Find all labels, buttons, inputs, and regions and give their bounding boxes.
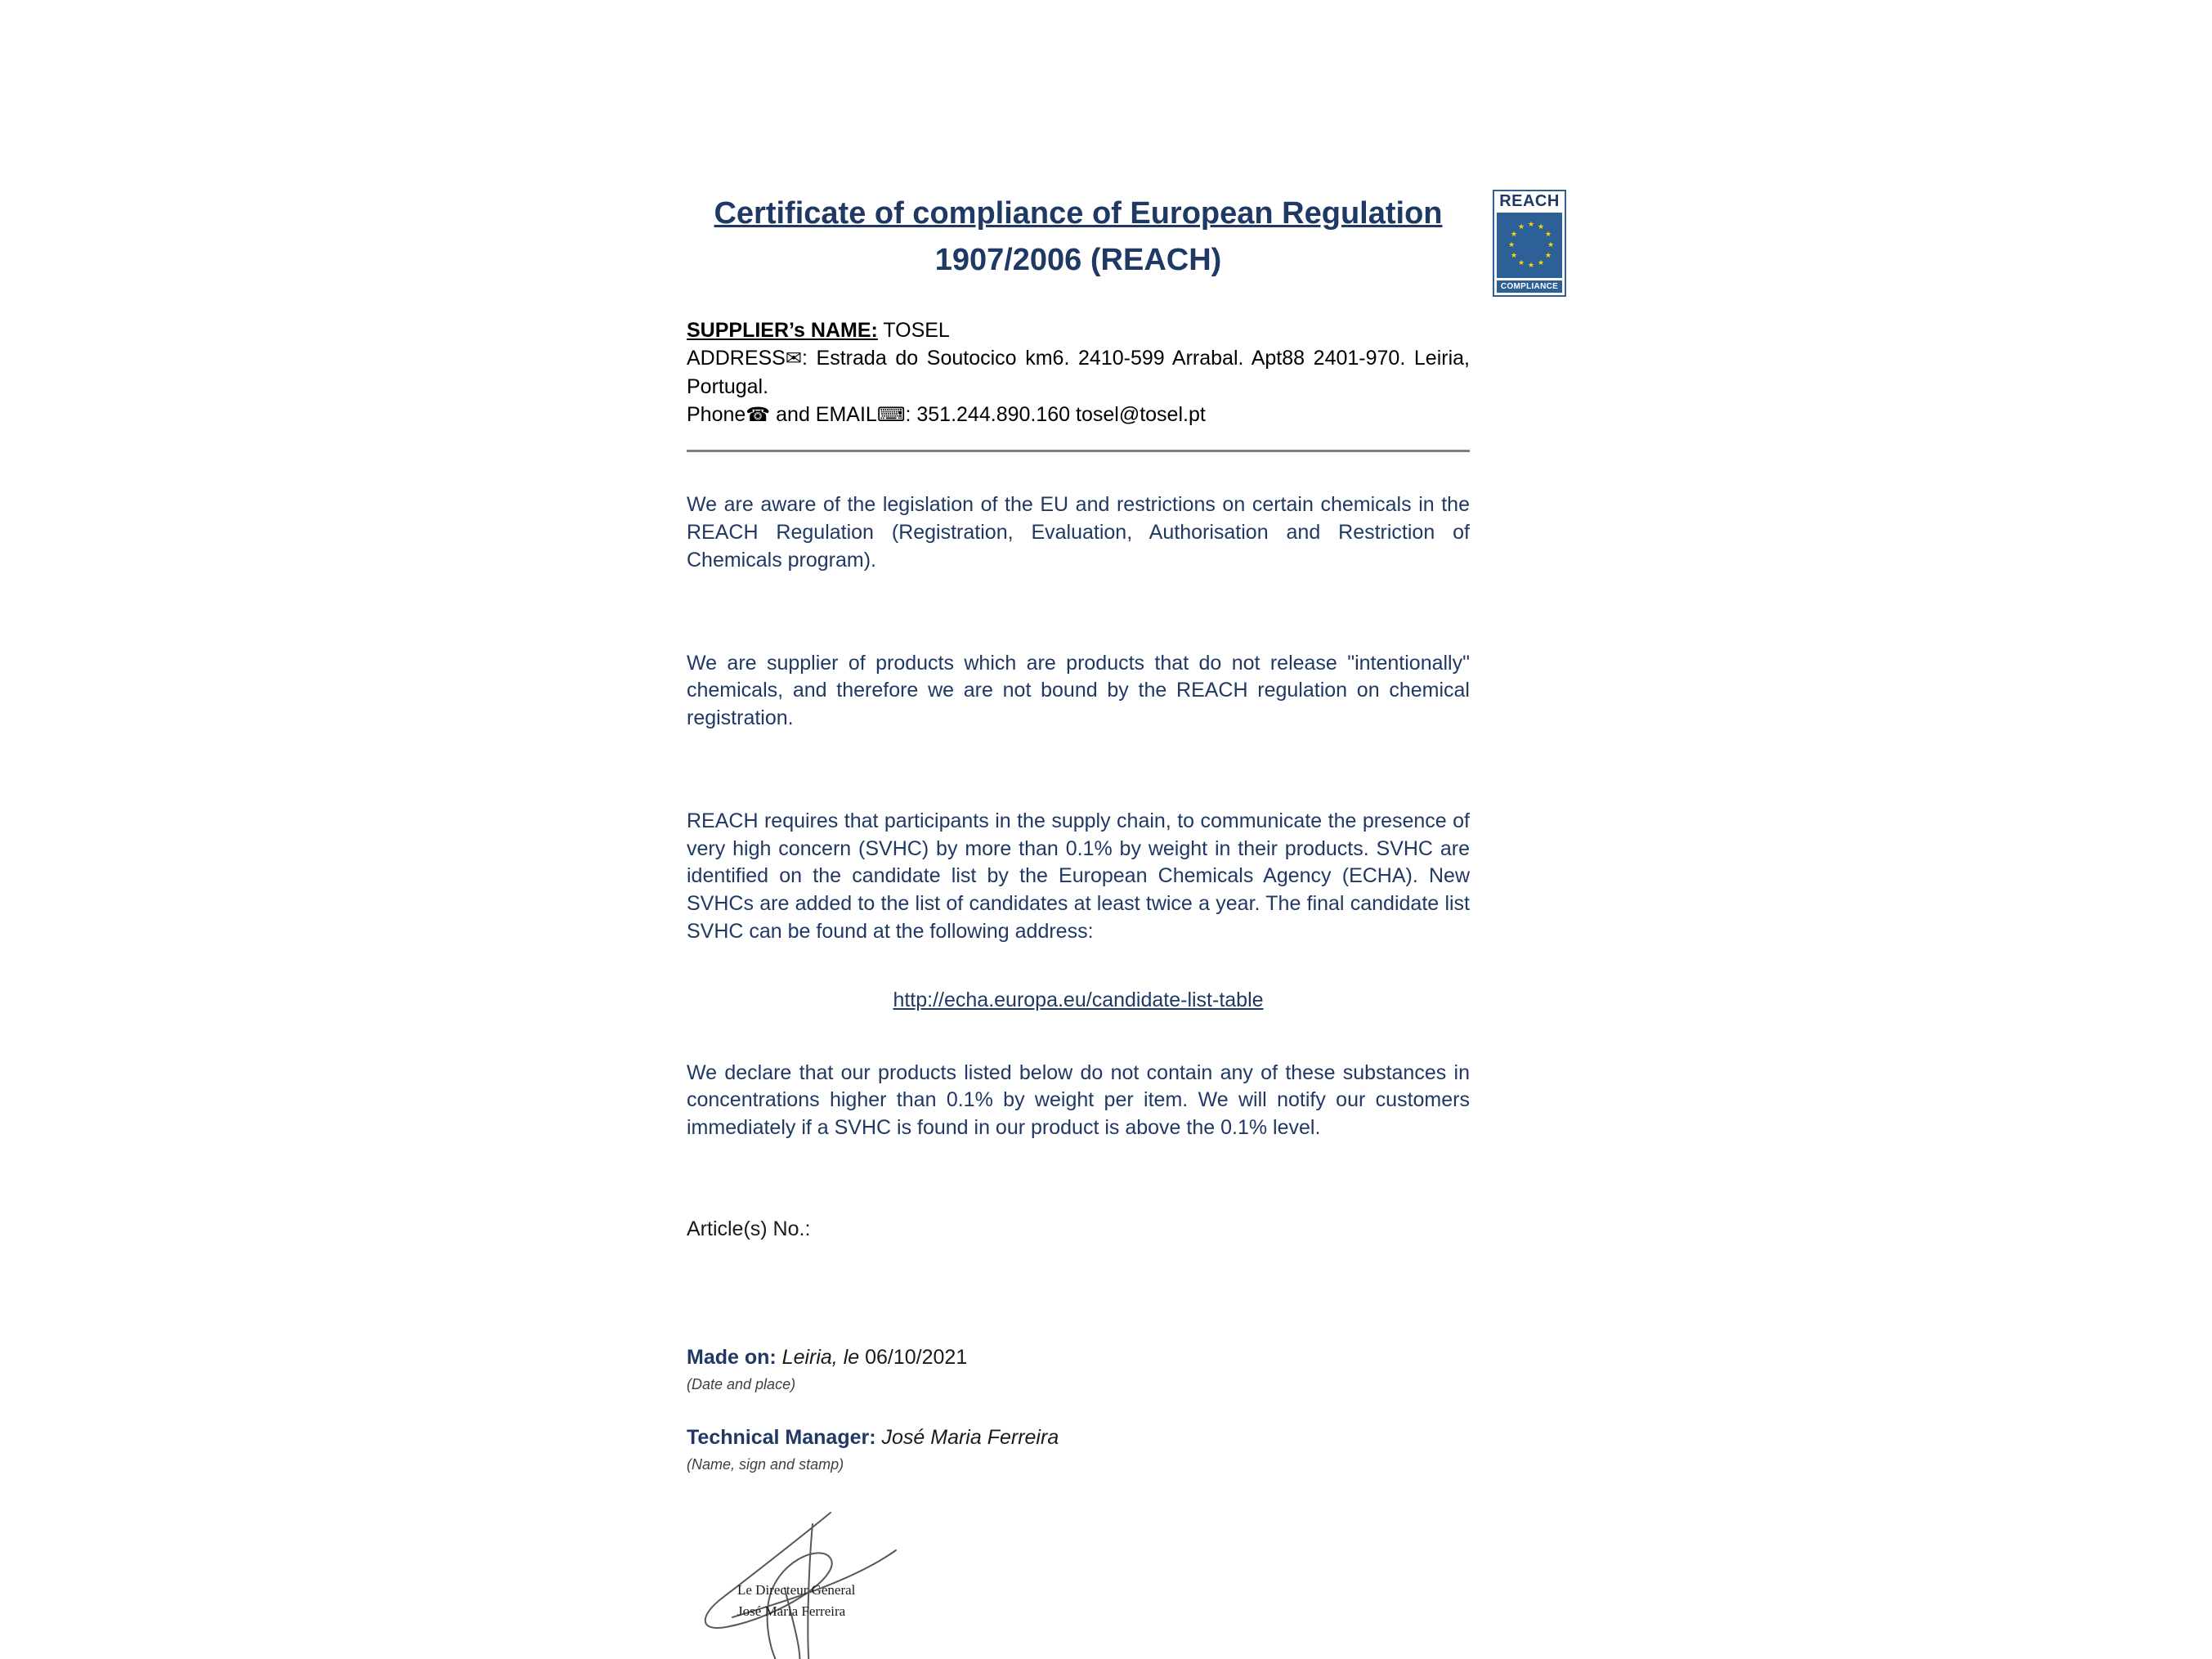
- candidate-list-link[interactable]: http://echa.europa.eu/candidate-list-table: [893, 988, 1264, 1011]
- svg-text:★: ★: [1510, 252, 1518, 260]
- reach-logo-compliance-label: COMPLIANCE: [1497, 280, 1562, 293]
- technical-manager-label: Technical Manager:: [687, 1425, 876, 1449]
- svg-text:★: ★: [1510, 231, 1518, 239]
- supplier-name-value: TOSEL: [877, 319, 950, 342]
- svg-text:★: ★: [1527, 262, 1535, 270]
- address-value: : Estrada do Soutocico km6. 2410-599 Arrabal. Apt88 2401-970. Leiria, Portugal.: [687, 347, 1470, 398]
- title-line-1: Certificate of compliance of European Regulation: [714, 196, 1443, 231]
- reach-compliance-logo: [1493, 190, 1566, 297]
- address-label: ADDRESS: [687, 347, 786, 370]
- paragraph-awareness: We are aware of the legislation of the EU and restrictions on certain chemicals in the REACH Regulation (Registration, Evaluation, Authorisation and Restriction of Chemicals program).: [687, 493, 1470, 572]
- svg-text:★: ★: [1537, 223, 1545, 231]
- eu-stars-icon: [1497, 213, 1565, 278]
- candidate-list-link-row: [687, 989, 1470, 1012]
- svg-text:★: ★: [1527, 221, 1535, 229]
- supplier-address-line: [687, 344, 1470, 401]
- supplier-name-label: SUPPLIER’s NAME:: [687, 319, 878, 342]
- made-on-date: 06/10/2021: [859, 1345, 968, 1369]
- document-body: [687, 191, 1470, 1659]
- made-on-line: [687, 1346, 1470, 1370]
- technical-manager-line: [687, 1426, 1470, 1450]
- contact-value: : 351.244.890.160 tosel@tosel.pt: [905, 402, 1206, 426]
- paragraph-reach-requirements: REACH requires that participants in the supply chain, to communicate the presence of very high concern (SVHC) by more than 0.1% by weight in their products. SVHC are identified on the candidate list by the European Chemicals Agency (ECHA). New SVHCs are added to the list of candidates at least twice a year. The final candidate list SVHC can be found at the following address:: [687, 809, 1470, 943]
- made-on-label: Made on:: [687, 1345, 777, 1369]
- phone-label: Phone: [687, 402, 746, 426]
- paragraph-supplier-statement: We are supplier of products which are products that do not release "intentionally" chemicals, and therefore we are not bound by the REACH regulation on chemical registration.: [687, 651, 1470, 729]
- made-on-note: (Date and place): [687, 1375, 796, 1392]
- divider: [687, 450, 1470, 452]
- svg-text:★: ★: [1517, 259, 1525, 267]
- signature-line-2: José Maria Ferreira: [737, 1603, 846, 1620]
- page-title: [687, 191, 1470, 284]
- svg-text:★: ★: [1517, 223, 1525, 231]
- phone-icon: ☎: [746, 403, 771, 426]
- envelope-icon: ✉: [785, 347, 802, 370]
- made-on-place: Leiria, le: [776, 1345, 860, 1369]
- supplier-info: [687, 316, 1470, 428]
- email-label: and EMAIL: [770, 402, 877, 426]
- technical-manager-note: (Name, sign and stamp): [687, 1455, 844, 1473]
- paragraph-declaration: We declare that our products listed below do not contain any of these substances in concentrations higher than 0.1% by weight per item. We will notify our customers immediately if a SVHC is found in our product is above the 0.1% level.: [687, 1060, 1470, 1139]
- svg-text:★: ★: [1544, 231, 1552, 239]
- signature-typed-text: [737, 1580, 855, 1623]
- svg-text:★: ★: [1547, 241, 1555, 249]
- svg-text:★: ★: [1544, 252, 1552, 260]
- computer-icon: ⌨: [876, 403, 906, 426]
- title-line-2: 1907/2006 (REACH): [934, 243, 1222, 277]
- svg-text:★: ★: [1537, 259, 1545, 267]
- eu-flag-icon: [1497, 213, 1562, 278]
- reach-logo-title: REACH: [1499, 192, 1560, 210]
- svg-text:★: ★: [1507, 241, 1516, 249]
- signature-block: [690, 1508, 952, 1659]
- supplier-name-line: [687, 316, 1470, 344]
- articles-label: Article(s) No.:: [687, 1217, 811, 1240]
- supplier-contact-line: [687, 401, 1470, 429]
- signature-line-1: Le Directeur General: [737, 1581, 856, 1598]
- technical-manager-name: José Maria Ferreira: [875, 1425, 1059, 1449]
